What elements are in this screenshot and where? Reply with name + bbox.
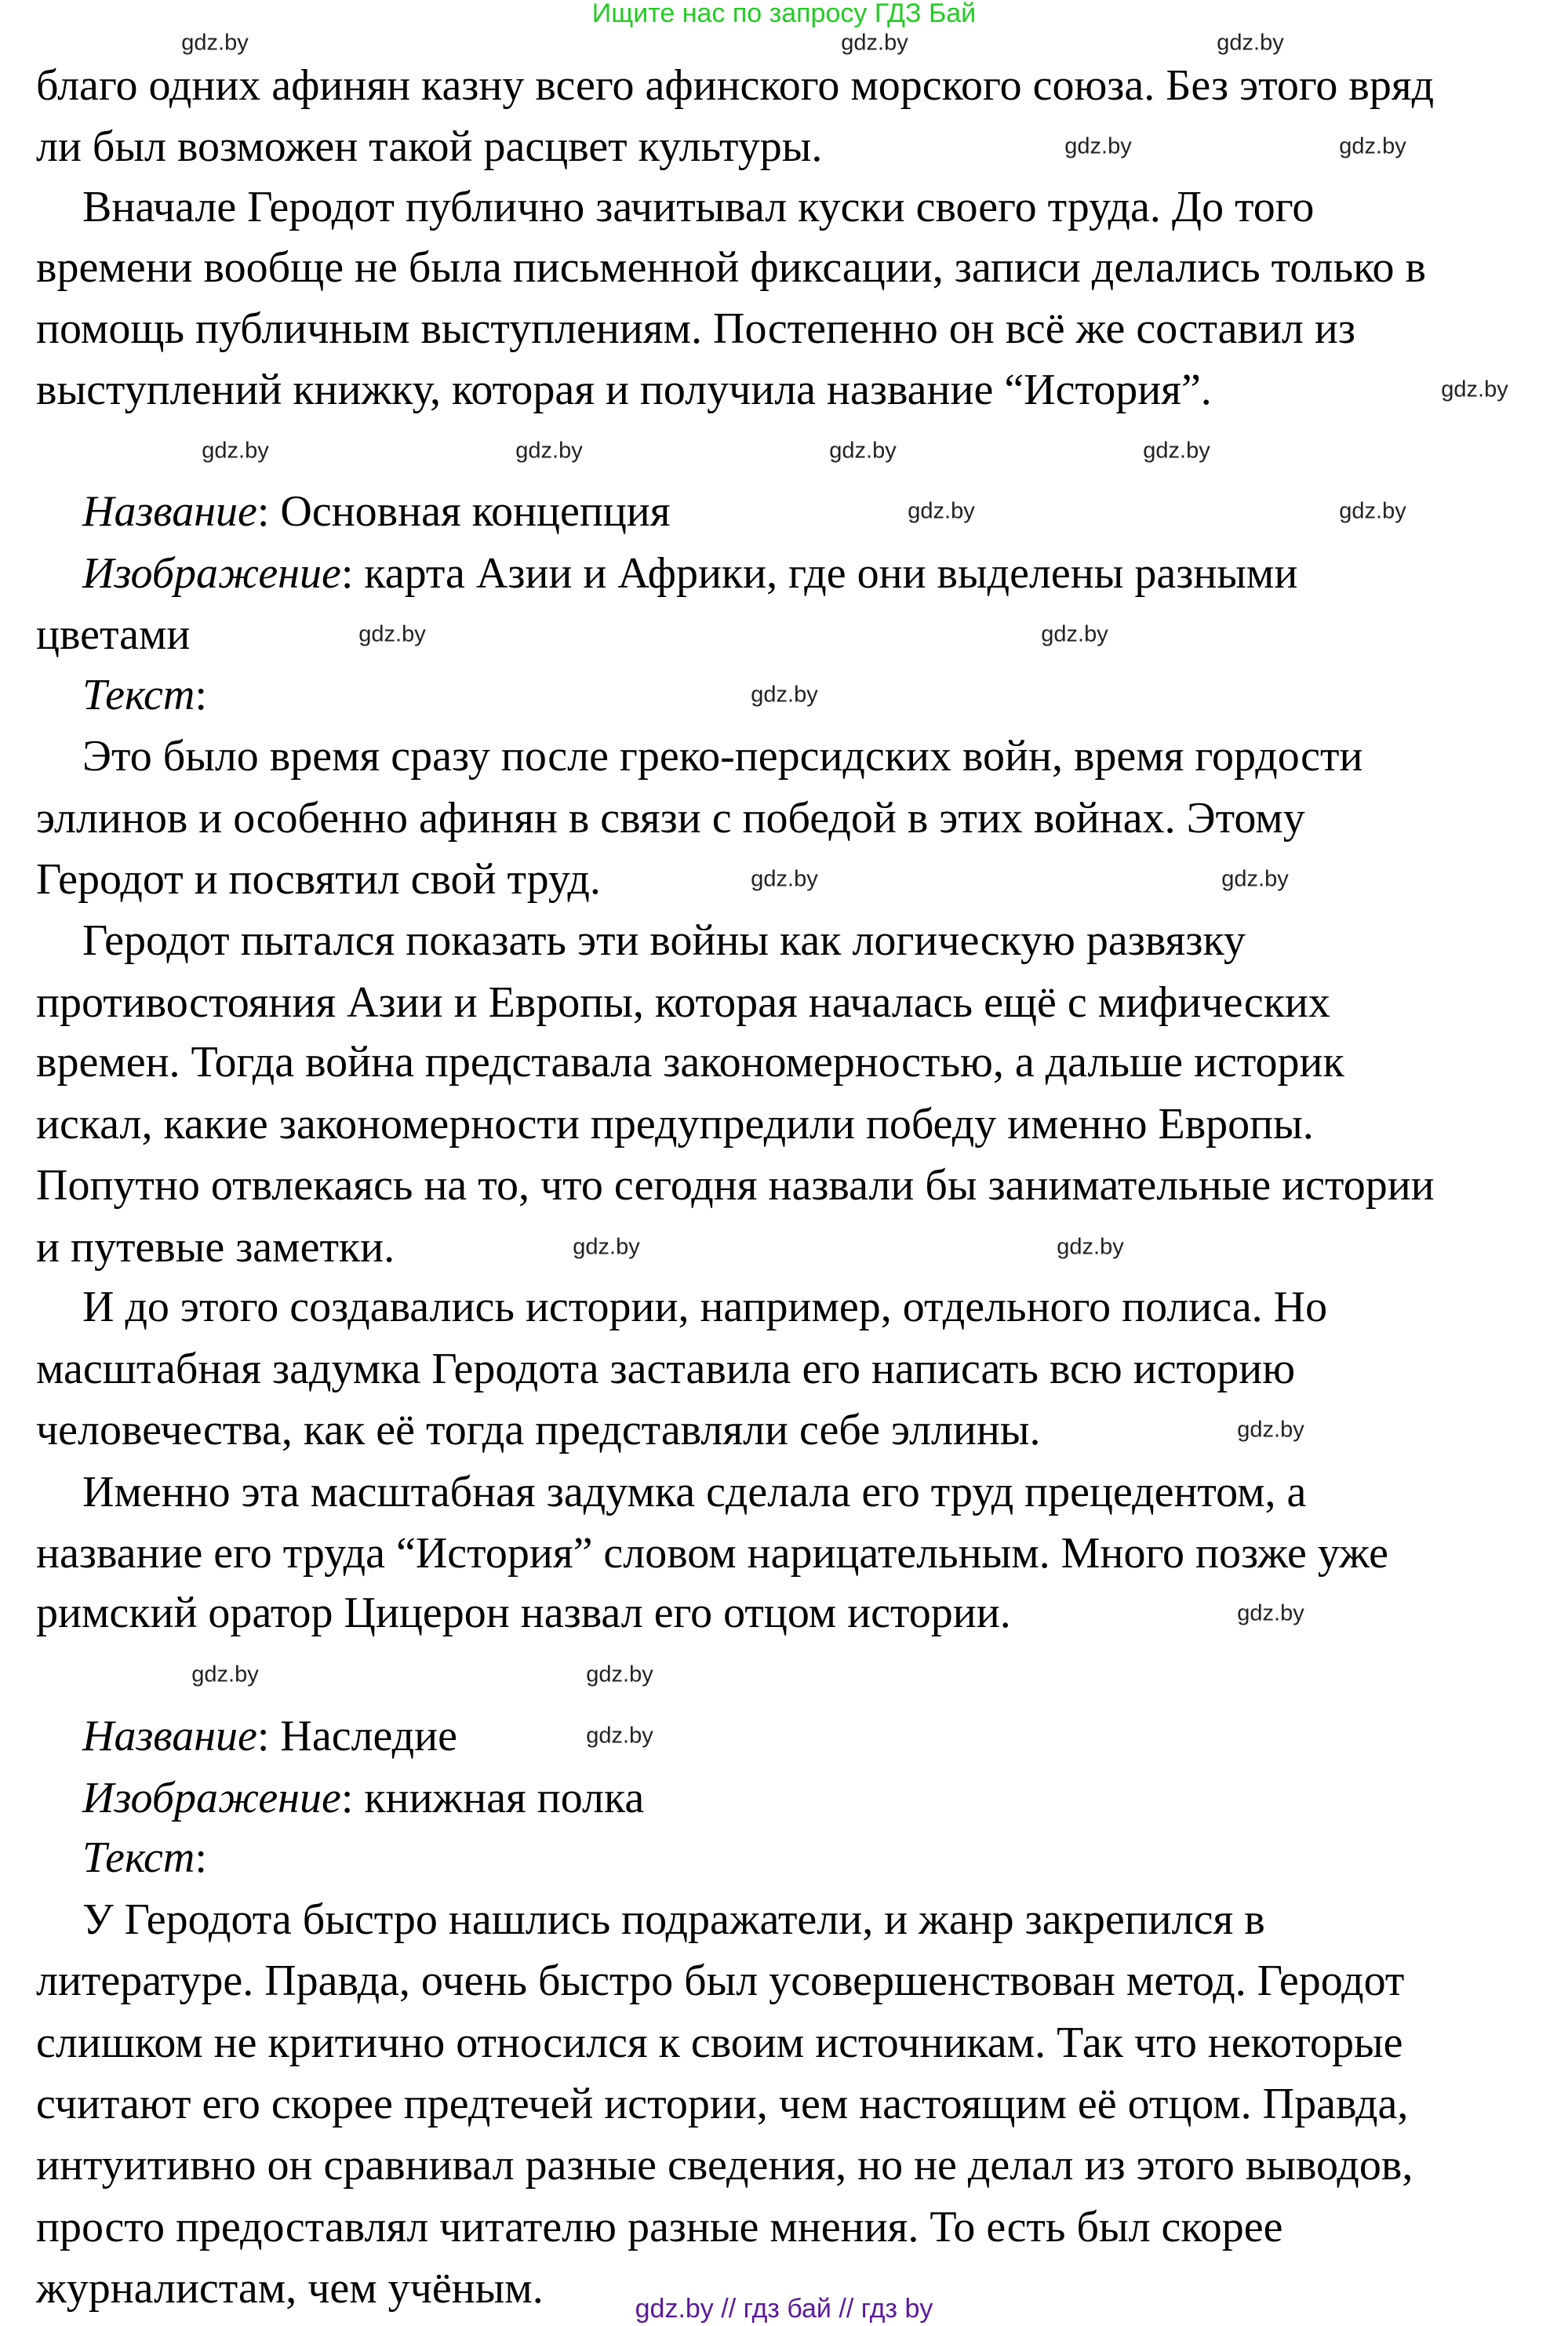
line-text: противостояния Азии и Европы, которая началась ещё с мифических	[36, 978, 1330, 1027]
line-text: благо одних афинян казну всего афинского морского союза. Без этого вряд	[36, 61, 1435, 110]
text-line	[82, 1892, 1265, 1947]
line-text: У Геродота быстро нашлись подражатели, и жанр закрепился в	[82, 1895, 1265, 1944]
line-text: Попутно отвлекаясь на то, что сегодня назвали бы занимательные истории	[36, 1161, 1435, 1210]
line-text: Это было время сразу после греко-персидских войн, время гордости	[82, 732, 1363, 781]
line-text: эллинов и особенно афинян в связи с победой в этих войнах. Этому	[36, 794, 1305, 843]
watermark: gdz.by	[1221, 866, 1289, 892]
line-text: название его труда “История” словом нарицательным. Много позже уже	[36, 1529, 1388, 1578]
text-line	[36, 1403, 1040, 1458]
line-text: и путевые заметки.	[36, 1223, 395, 1272]
line-text: искал, какие закономерности предупредили победу именно Европы.	[36, 1100, 1314, 1148]
watermark: gdz.by	[586, 1723, 653, 1749]
watermark: gdz.by	[1041, 621, 1108, 647]
section-field-line	[82, 1830, 207, 1885]
watermark: gdz.by	[1237, 1600, 1304, 1626]
text-line	[36, 240, 1426, 295]
watermark: gdz.by	[1339, 133, 1406, 159]
text-line	[36, 852, 601, 907]
watermark: gdz.by	[1237, 1417, 1304, 1443]
line-text: времен. Тогда война представала закономерностью, а дальше историк	[36, 1038, 1344, 1087]
text-line	[82, 1279, 1327, 1334]
line-text: цветами	[36, 610, 191, 659]
text-line	[82, 913, 1246, 968]
field-label: Текст	[82, 671, 195, 719]
text-line	[36, 1526, 1388, 1581]
text-line	[36, 58, 1434, 113]
text-line	[36, 607, 190, 662]
section-field-line	[82, 1709, 457, 1764]
watermark: gdz.by	[829, 438, 897, 464]
watermark: gdz.by	[841, 30, 908, 56]
field-label: Текст	[82, 1833, 195, 1882]
section-field-line	[82, 1771, 644, 1825]
line-text: слишком не критично относился к своим источникам. Так что некоторые	[36, 2018, 1403, 2067]
line-text: помощь публичным выступлениям. Постепенно он всё же составил из	[36, 304, 1355, 353]
line-text: : Наследие	[256, 1712, 457, 1760]
field-label: Изображение	[82, 1774, 341, 1822]
line-text: римский оратор Цицерон назвал его отцом истории.	[36, 1589, 1011, 1637]
watermark: gdz.by	[908, 498, 975, 524]
watermark: gdz.by	[1064, 133, 1132, 159]
text-line	[36, 1220, 395, 1275]
watermark: gdz.by	[358, 621, 426, 647]
line-text: Вначале Геродот публично зачитывал куски своего труда. До того	[82, 183, 1315, 231]
watermark: gdz.by	[573, 1234, 640, 1260]
watermark: gdz.by	[202, 438, 269, 464]
section-field-line	[82, 546, 1297, 601]
line-text: : Основная концепция	[256, 487, 671, 536]
watermark: gdz.by	[586, 1662, 653, 1687]
watermark: gdz.by	[1057, 1234, 1124, 1260]
section-field-line	[82, 484, 671, 539]
line-text: Именно эта масштабная задумка сделала его труд прецедентом, а	[82, 1468, 1307, 1516]
watermark: gdz.by	[1143, 438, 1210, 464]
line-text: ли был возможен такой расцвет культуры.	[36, 122, 823, 171]
line-text: : карта Азии и Африки, где они выделены разными	[340, 549, 1298, 598]
watermark: gdz.by	[515, 438, 583, 464]
field-label: Изображение	[82, 549, 341, 598]
header-banner: Ищите нас по запросу ГДЗ Бай	[591, 0, 977, 28]
line-text: : книжная полка	[340, 1774, 645, 1822]
section-field-line	[82, 668, 207, 723]
line-text: Геродот пытался показать эти войны как логическую развязку	[82, 916, 1246, 965]
line-text: :	[195, 1833, 207, 1882]
watermark: gdz.by	[751, 682, 818, 708]
text-line	[36, 301, 1355, 356]
watermark: gdz.by	[1339, 498, 1406, 524]
line-text: масштабная задумка Геродота заставила его написать всю историю	[36, 1345, 1296, 1393]
text-line	[36, 1585, 1011, 1640]
line-text: человечества, как её тогда представляли себе эллины.	[36, 1406, 1041, 1454]
text-line	[36, 1158, 1435, 1213]
line-text: времени вообще не была письменной фиксации, записи делались только в	[36, 243, 1426, 292]
text-line	[36, 1341, 1295, 1396]
watermark: gdz.by	[1217, 30, 1284, 56]
line-text: :	[195, 671, 207, 719]
footer-banner: gdz.by // гдз бай // гдз by	[635, 2294, 933, 2324]
line-text: интуитивно он сравнивал разные сведения, но не делал из этого выводов,	[36, 2141, 1413, 2189]
line-text: считают его скорее предтечей истории, чем настоящим её отцом. Правда,	[36, 2080, 1409, 2128]
field-label: Название	[82, 1712, 257, 1760]
text-line	[36, 119, 822, 174]
text-line	[36, 1953, 1404, 2008]
line-text: литературе. Правда, очень быстро был усовершенствован метод. Геродот	[36, 1957, 1405, 2005]
text-line	[36, 975, 1330, 1030]
watermark: gdz.by	[181, 30, 249, 56]
text-line	[36, 791, 1305, 846]
line-text: И до этого создавались истории, например, отдельного полиса. Но	[82, 1283, 1328, 1331]
line-text: Геродот и посвятил свой труд.	[36, 855, 601, 904]
text-line	[82, 729, 1362, 784]
text-line	[36, 1097, 1314, 1152]
field-label: Название	[82, 487, 257, 536]
line-text: выступлений книжку, которая и получила название “История”.	[36, 366, 1212, 414]
watermark: gdz.by	[191, 1662, 259, 1687]
text-line	[36, 1035, 1344, 1090]
watermark: gdz.by	[1441, 377, 1508, 402]
text-line	[36, 2200, 1282, 2255]
text-line	[82, 1465, 1306, 1520]
text-line	[36, 2138, 1413, 2193]
text-line	[82, 180, 1314, 235]
watermark: gdz.by	[751, 866, 818, 892]
line-text: журналистам, чем учёным.	[36, 2264, 544, 2313]
text-line	[36, 2077, 1408, 2131]
text-line	[36, 2015, 1403, 2070]
line-text: просто предоставлял читателю разные мнения. То есть был скорее	[36, 2203, 1283, 2251]
text-line	[36, 362, 1212, 417]
